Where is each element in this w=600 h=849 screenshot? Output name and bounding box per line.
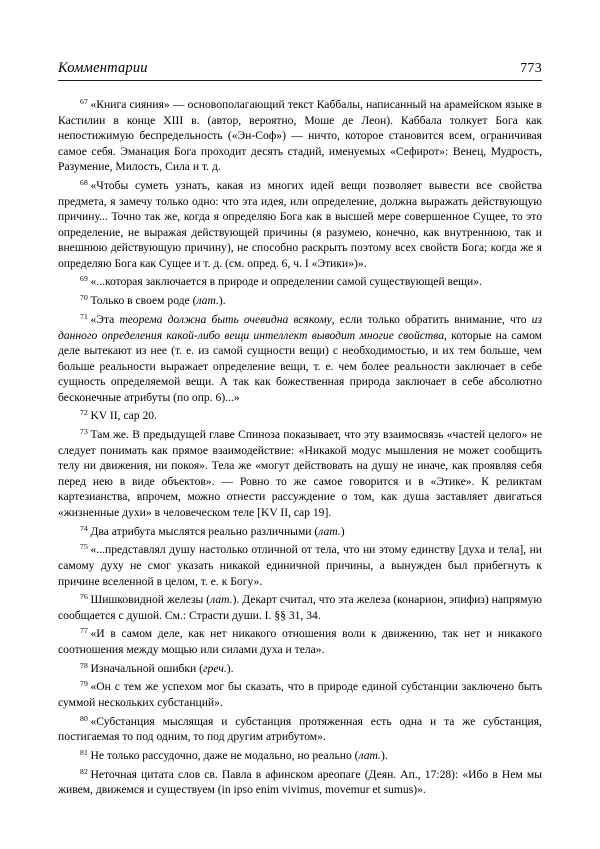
endnote-number: 81 (80, 747, 88, 757)
endnote-number: 77 (80, 626, 88, 636)
endnote-text: «Он с тем же успехом мог бы сказать, что в природе единой субстанции заключено быть суммой нескольких субстанций». (58, 680, 542, 710)
endnote-text: Изначальной ошибки ( (90, 661, 204, 675)
endnote-number: 72 (80, 408, 88, 418)
endnote-emphasis: теорема должна быть очевидна всякому (119, 313, 332, 327)
endnote-number: 68 (80, 177, 88, 187)
endnote-text: ) (340, 524, 345, 538)
endnote-number: 70 (80, 293, 88, 303)
endnote-text: «...которая заключается в природе и определении самой существующей вещи». (90, 275, 482, 289)
endnote (58, 539, 542, 589)
endnote-number: 73 (80, 427, 88, 437)
endnote-number: 76 (80, 592, 88, 602)
endnote-text: Неточная цитата слов св. Павла в афинском ареопаге (Деян. Ап., 17:28): «Ибо в Нем мы живем, движемся и существуем (in ipso enim vivimus, movemur et sumus)». (58, 767, 542, 797)
endnote-number: 82 (80, 766, 88, 776)
endnote-emphasis: из данного определения какой-либо вещи интеллект выводит многие свойства (58, 313, 542, 342)
endnote (58, 745, 542, 764)
endnote (58, 309, 542, 405)
endnote-text: «Книга сияния» — основополагающий текст Каббалы, написанный на арамейском языке в Кастилии в конце XIII в. (автор, вероятно, Моше де Леон). Каббала толкует Бога как непостижимую беспредельность («Эн-Соф») — ничто, которое становится всем, ограничивая самое себя. Эманация Бога проходит десять стадий, именуемых «Сефирот»: Венец, Мудрость, Разумение, Милость, Сила и т. д. (58, 98, 542, 174)
endnote-text: Два атрибута мыслятся реально различными ( (90, 524, 319, 538)
endnote-text: Только в своем роде ( (90, 294, 197, 308)
endnote (58, 94, 542, 175)
endnote (58, 405, 542, 424)
endnote (58, 521, 542, 540)
endnote-text: «Чтобы суметь узнать, какая из многих идей вещи позволяет вывести все свойства предмета, я замечу только одно: что эта идея, или определение, должна выражать действующую причину... Точно так же, когда я определяю Бога как в высшей мере совершенное Сущее, то это определение, не выражая действующей причины (я разумею, конечно, как внутреннюю, так и внешнюю действующую причину), не способно раскрыть поэтому всех свойств Бога; когда же я определяю Бога как Сущее и т. д. (см. опред. 6, ч. I «Этики»)». (58, 179, 542, 270)
endnote-text: ). (218, 294, 226, 308)
endnote-number: 67 (80, 97, 88, 106)
endnote-text: KV II, cap 20. (90, 409, 157, 423)
page-content (58, 60, 542, 798)
endnote-text: , если только обратить внимание, что (331, 313, 532, 327)
running-head (58, 60, 542, 81)
endnote-number: 71 (80, 311, 88, 321)
endnote-number: 80 (80, 713, 88, 723)
endnote-text: «Субстанция мыслящая и субстанция протяженная есть одна и та же субстанция, постигаемая то под одним, то под другим атрибутом». (58, 714, 542, 744)
endnote (58, 676, 542, 710)
endnote (58, 764, 542, 798)
endnote-text: «Эта (90, 313, 120, 327)
endnote-text: , которые на самом деле вытекают из нее (т. е. из самой сущности вещи) с необходимостью, и их тем больше, чем больше реальности выражает определение вещи, т. е. чем более реальности заключает в себе сущность определяемой вещи. А так как божественная природа заключает в себе абсолютно бесконечные атрибуты (по опр. 6)...» (58, 328, 542, 404)
endnote-text: ). (226, 661, 234, 675)
endnote-emphasis: лат. (318, 524, 341, 538)
endnote-emphasis: греч. (203, 661, 227, 675)
endnote (58, 290, 542, 309)
endnote (58, 658, 542, 677)
endnote (58, 271, 542, 290)
endnote (58, 175, 542, 271)
running-head-title: Комментарии (58, 60, 148, 76)
endnote-text: Не только рассудочно, даже не модально, но реально ( (90, 749, 359, 763)
endnote-text: ). (380, 749, 388, 763)
endnote-text: «...представлял душу настолько отличной от тела, что ни этому единству [духа и тела], ни самому духу не смог указать никакой единичной причины, а вынужден был прибегнуть к причине вселенной в целом, т. е. к Богу». (58, 543, 542, 588)
endnote-emphasis: лат. (196, 294, 219, 308)
endnote-emphasis: лат. (210, 593, 233, 607)
endnote-number: 69 (80, 274, 88, 284)
endnote-text: Там же. В предыдущей главе Спиноза показывает, что эту взаимосвязь «частей целого» не следует понимать как прямое взаимодействие: «Никакой модус мышления не может сообщить телу ни движения, ни покоя». Тела же «могут действовать на душу не иначе, как проявляя себя перед нею в виде объектов». — Ровно то же самое говорится и в «Этике». К реликтам картезианства, впрочем, можно отнести рассуждение о том, как душа заставляет двигаться «жизненные духи» в человеческом теле [KV II, cap 19]. (58, 428, 542, 519)
endnote-number: 75 (80, 542, 88, 552)
endnotes-list (58, 94, 542, 798)
endnote (58, 623, 542, 657)
endnote-text: «И в самом деле, как нет никакого отношения воли к движению, так нет и никакого соотношения между мощью или силами духа и тела». (58, 627, 542, 657)
endnote (58, 589, 542, 623)
endnote-emphasis: лат. (358, 749, 381, 763)
endnote-number: 79 (80, 679, 88, 689)
endnote (58, 424, 542, 520)
endnote-text: Шишковидной железы ( (90, 593, 211, 607)
page-number: 773 (520, 61, 542, 76)
endnote-text: ). Декарт считал, что эта железа (конарион, эпифиз) напрямую сообщается с душой. См.: Страсти души. I. §§ 31, 34. (58, 593, 542, 622)
endnote-number: 74 (80, 523, 88, 533)
endnote (58, 711, 542, 745)
endnote-number: 78 (80, 660, 88, 670)
